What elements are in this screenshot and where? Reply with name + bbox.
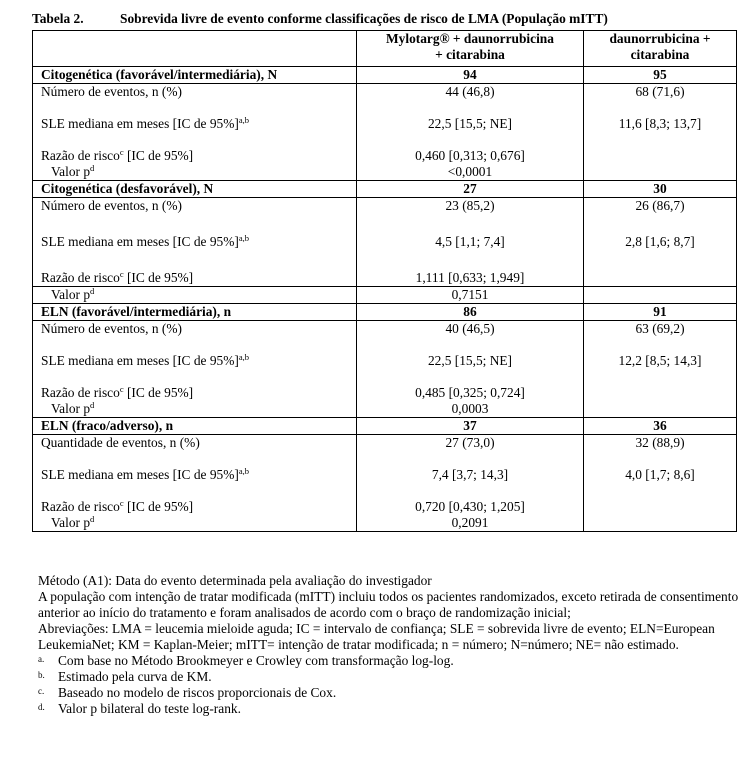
detail-mylotarg [357,198,584,287]
group-label-text: Citogenética (favorável/intermediária), N [41,67,278,82]
sle-label [41,467,356,483]
group-label-text: ELN (favorável/intermediária), n [41,304,232,319]
header-empty-cell [33,31,357,67]
group-row [33,181,737,198]
detail-control [584,198,737,287]
p-label-text: Valor p [51,515,91,530]
footnote-population: A população com intenção de tratar modificada (mITT) incluiu todos os pacientes randomizados, exceto retirada de consentimento anterior ao início do tratamento e foram analisados de acordo com o braço de randomização inicial; [38,589,739,620]
p-label [41,287,356,303]
hr-footnote-mark: c [119,498,124,508]
spacer [357,337,583,353]
table-number: Tabela 2. [32,11,84,26]
spacer [357,451,583,467]
events-mylotarg: 27 (73,0) [445,435,495,450]
group-n-control [584,181,737,198]
spacer [357,132,583,148]
sle-label-text: SLE mediana em meses [IC de 95%] [41,234,239,249]
group-n-control [584,418,737,435]
footnote-item [38,701,742,717]
detail-control [584,321,737,418]
footnote-text: Baseado no modelo de riscos proporcionais de Cox. [58,685,337,700]
group-n-mylotarg [357,181,584,198]
spacer [584,100,736,116]
hr-footnote-mark: c [119,384,124,394]
sle-label-text: SLE mediana em meses [IC de 95%] [41,467,239,482]
p-label-text: Valor p [51,164,91,179]
p-label-cell [33,287,357,304]
detail-labels [33,321,357,418]
group-n-mylotarg-value: 86 [463,304,477,319]
footnote-text: Valor p bilateral do teste log-rank. [58,701,241,716]
spacer [41,337,356,353]
group-n-control [584,67,737,84]
spacer [41,250,356,270]
sle-control: 12,2 [8,5; 14,3] [618,353,702,368]
events-control: 32 (88,9) [635,435,685,450]
hr-label-suffix: [IC de 95%] [123,499,194,514]
p-footnote-mark: d [90,400,95,410]
spacer [41,483,356,499]
footnote-text: Com base no Método Brookmeyer e Crowley com transformação log-log. [58,653,454,668]
footnote-mark: a. [38,654,45,664]
group-n-mylotarg-value: 27 [463,181,477,196]
p-footnote-mark: d [90,163,95,173]
footnote-item [38,685,742,701]
spacer [357,214,583,234]
p-label-text: Valor p [51,401,91,416]
sle-control: 2,8 [1,6; 8,7] [625,234,695,249]
p-value: <0,0001 [447,164,493,179]
table-caption: Sobrevida livre de evento conforme classificações de risco de LMA (População mITT) [120,11,608,26]
spacer [584,451,736,467]
events-control: 68 (71,6) [635,84,685,99]
sle-mylotarg: 7,4 [3,7; 14,3] [431,467,509,482]
group-n-mylotarg [357,418,584,435]
spacer [357,250,583,270]
footnote-abbreviations: Abreviações: LMA = leucemia mieloide aguda; IC = intervalo de confiança; SLE = sobrevida livre de evento; ELN=European LeukemiaNet; KM = Kaplan-Meier; mITT= intenção de tratar modificada; n = número; N=número; NE= não estimado. [38,621,715,652]
detail-control [584,435,737,532]
detail-mylotarg [357,84,584,181]
group-n-mylotarg-value: 37 [463,418,477,433]
sle-label [41,353,356,369]
footnote-item [38,653,742,669]
sle-label [41,234,356,250]
group-row [33,418,737,435]
header-control-line2: citarabina [630,47,690,62]
sle-label-text: SLE mediana em meses [IC de 95%] [41,116,239,131]
detail-mylotarg [357,321,584,418]
spacer [357,483,583,499]
group-n-control-value: 30 [653,181,667,196]
group-n-control-value: 95 [653,67,667,82]
sle-control: 4,0 [1,7; 8,6] [625,467,695,482]
group-n-control-value: 91 [653,304,667,319]
hr-label-text: Razão de risco [41,385,120,400]
events-mylotarg: 23 (85,2) [445,198,495,213]
events-label: Número de eventos, n (%) [41,198,182,213]
group-label [33,304,357,321]
sle-mylotarg: 22,5 [15,5; NE] [427,116,513,131]
header-control-line1: daunorrubicina + [609,31,711,46]
hr-label-suffix: [IC de 95%] [123,270,194,285]
p-label [41,164,356,180]
footnote-mark: c. [38,686,45,696]
hr-label-text: Razão de risco [41,270,120,285]
hr-label [41,385,356,401]
sle-label [41,116,356,132]
detail-labels [33,435,357,532]
p-footnote-mark: d [90,286,95,296]
sle-mylotarg: 4,5 [1,1; 7,4] [435,234,505,249]
hr-label [41,148,356,164]
spacer [584,214,736,234]
header-mylotarg [357,31,584,67]
events-control: 26 (86,7) [635,198,685,213]
sle-mylotarg: 22,5 [15,5; NE] [427,353,513,368]
hr-label-text: Razão de risco [41,148,120,163]
spacer [41,451,356,467]
group-n-control [584,304,737,321]
spacer [41,214,356,234]
hr-label [41,499,356,515]
hr-footnote-mark: c [119,269,124,279]
sle-footnote-mark: a,b [238,115,249,125]
p-value: 0,2091 [451,515,489,530]
events-mylotarg: 44 (46,8) [445,84,495,99]
group-detail-row [33,321,737,418]
detail-labels [33,84,357,181]
p-value: 0,0003 [451,401,489,416]
spacer [41,369,356,385]
spacer [357,100,583,116]
group-n-mylotarg [357,304,584,321]
hr-label-text: Razão de risco [41,499,120,514]
p-footnote-mark: d [90,514,95,524]
sle-footnote-mark: a,b [238,233,249,243]
group-label-text: ELN (fraco/adverso), n [41,418,174,433]
hr-mylotarg: 0,720 [0,430; 1,205] [415,499,525,514]
p-value: 0,7151 [451,287,489,302]
group-detail-row [33,198,737,287]
events-label: Número de eventos, n (%) [41,321,182,336]
spacer [41,100,356,116]
group-row [33,304,737,321]
group-n-mylotarg-value: 94 [463,67,477,82]
p-value-cell [357,287,584,304]
p-label [41,401,356,417]
hr-mylotarg: 0,485 [0,325; 0,724] [415,385,525,400]
p-label-text: Valor p [51,287,91,302]
group-detail-row [33,84,737,181]
spacer [41,132,356,148]
footnote-item [38,669,742,685]
group-label [33,181,357,198]
table-footnotes [38,573,742,717]
sle-footnote-mark: a,b [238,352,249,362]
footnote-mark: d. [38,702,45,712]
sle-footnote-mark: a,b [238,466,249,476]
detail-control [584,84,737,181]
p-label [41,515,356,531]
group-n-control-value: 36 [653,418,667,433]
footnote-list [38,653,742,717]
sle-control: 11,6 [8,3; 13,7] [618,116,702,131]
footnote-text: Estimado pela curva de KM. [58,669,212,684]
events-mylotarg: 40 (46,5) [445,321,495,336]
group-n-mylotarg [357,67,584,84]
header-row [33,31,737,67]
hr-label-suffix: [IC de 95%] [123,385,194,400]
events-label: Quantidade de eventos, n (%) [41,435,200,450]
hr-mylotarg: 1,111 [0,633; 1,949] [415,270,525,285]
events-label: Número de eventos, n (%) [41,84,182,99]
header-mylotarg-line2: + citarabina [435,47,505,62]
hr-mylotarg: 0,460 [0,313; 0,676] [415,148,525,163]
p-empty-cell [584,287,737,304]
header-mylotarg-line1: Mylotarg® + daunorrubicina [386,31,554,46]
group-label-text: Citogenética (desfavorável), N [41,181,214,196]
header-control [584,31,737,67]
p-value-row [33,287,737,304]
table-title [32,11,608,27]
group-label [33,418,357,435]
sle-label-text: SLE mediana em meses [IC de 95%] [41,353,239,368]
spacer [584,337,736,353]
hr-label [41,270,356,286]
group-detail-row [33,435,737,532]
hr-label-suffix: [IC de 95%] [123,148,194,163]
detail-labels [33,198,357,287]
footnote-mark: b. [38,670,45,680]
results-table [32,30,737,532]
detail-mylotarg [357,435,584,532]
events-control: 63 (69,2) [635,321,685,336]
footnote-method: Método (A1): Data do evento determinada pela avaliação do investigador [38,573,432,588]
group-label [33,67,357,84]
spacer [357,369,583,385]
group-row [33,67,737,84]
hr-footnote-mark: c [119,147,124,157]
